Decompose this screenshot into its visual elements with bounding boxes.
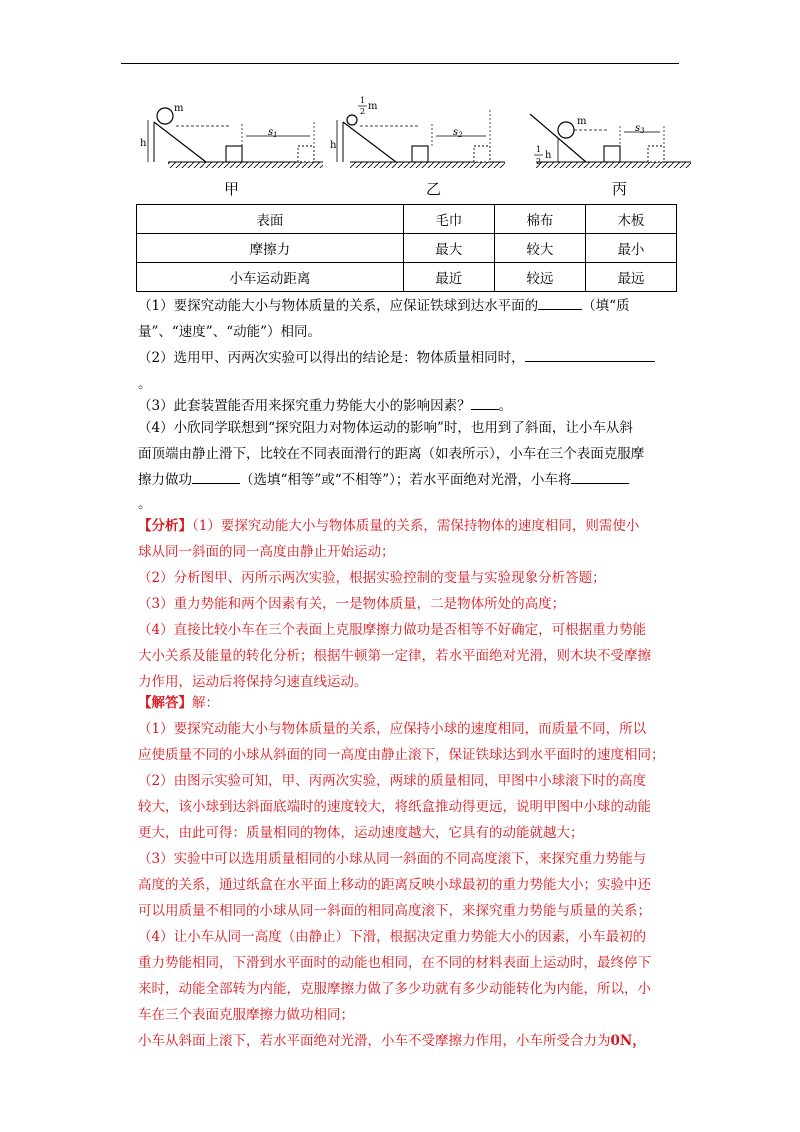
label-s3: s: [635, 123, 641, 134]
svg-text:s2: [453, 127, 463, 139]
table-cell: 木板: [585, 205, 676, 234]
label-m-yi-den: 2: [360, 107, 366, 116]
experiment-figure: [138, 92, 698, 182]
label-m-yi-num: 1: [360, 96, 366, 105]
question-1-line-2: 量”、“速度”、“动能”）相同。: [138, 324, 322, 340]
answer-blank: [525, 347, 655, 362]
question-4-line-3: [138, 467, 629, 493]
table-cell: 最小: [585, 234, 676, 263]
ball-yi: [347, 115, 357, 125]
label-s2: s: [453, 127, 459, 138]
answer-blank: [571, 469, 629, 484]
answer-line-4: 较大，该小球到达斜面底端时的速度较大，将纸盒推动得更远，说明甲图中小球的动能: [138, 799, 651, 815]
label-m-yi: m: [368, 101, 378, 112]
table-cell: 最近: [403, 263, 494, 292]
answer-tag: 【解答】: [138, 695, 192, 711]
question-text: （1）要探究动能大小与物体质量的关系，应保证铁球到达水平面的: [138, 298, 539, 314]
box-start-yi: [412, 146, 428, 162]
label-m-jia: m: [174, 103, 184, 114]
answer-line-6: （3）实验中可以选用质量相同的小球从同一斜面的不同高度滚下，来探究重力势能与: [138, 851, 647, 867]
table-cell: 棉布: [494, 205, 585, 234]
table-row: [137, 234, 677, 263]
table-cell: 小车运动距离: [137, 263, 404, 292]
answer-blank: [192, 469, 240, 484]
answer-line-5: 更大，由此可得：质量相同的物体，运动速度越大，它具有的动能就越大；: [138, 825, 584, 841]
table-row: [137, 263, 677, 292]
label-h-bing: h: [545, 150, 552, 161]
label-h-bing-num: 1: [536, 145, 542, 154]
analysis-line-6: 大小关系及能量的转化分析；根据牛顿第一定律，若水平面绝对光滑，则木块不受摩擦: [138, 648, 651, 664]
table-cell: 较大: [494, 234, 585, 263]
analysis-line-3: （2）分析图甲、丙所示两次实验，根据实验控制的变量与实验现象分析答题；: [138, 570, 606, 586]
ball-bing: [558, 122, 574, 138]
answer-line-7: 高度的关系，通过纸盒在水平面上移动的距离反映小球最初的重力势能大小；实验中还: [138, 877, 651, 893]
header-rule: [121, 63, 679, 64]
answer-text: 小车从斜面上滚下，若水平面绝对光滑，小车不受摩擦力作用，小车所受合力为: [138, 1033, 611, 1049]
answer-line-2: 应使质量不同的小球从斜面的同一高度由静止滚下，保证铁球达到水平面时的速度相同；: [138, 747, 665, 763]
table-cell: 最远: [585, 263, 676, 292]
question-text: （填“质: [582, 298, 630, 314]
analysis-line-4: （3）重力势能和两个因素有关，一是物体质量，二是物体所处的高度；: [138, 596, 566, 612]
analysis-tag: 【分析】: [138, 518, 192, 534]
label-h-bing-den: 2: [536, 157, 542, 166]
answer-line-1: （1）要探究动能大小与物体质量的关系，应保持小球的速度相同，而质量不同，所以: [138, 721, 647, 737]
caption-jia: 甲: [224, 180, 240, 198]
caption-bing: 丙: [612, 180, 628, 198]
setup-jia: [140, 103, 323, 168]
table-cell: 表面: [137, 205, 404, 234]
analysis-line-7: 力作用，运动后将保持匀速直线运动。: [138, 674, 368, 690]
answer-line-12: 车在三个表面克服摩擦力做功相同；: [138, 1007, 354, 1023]
answer-line-10: 重力势能相同，下滑到水平面时的动能也相同，在不同的材料表面上运动时，最终停下: [138, 955, 651, 971]
question-2-line-2: 。: [138, 376, 152, 392]
label-s1: s: [268, 127, 274, 138]
question-text: （3）此套装置能否用来探究重力势能大小的影响因素？: [138, 398, 471, 414]
answer-text: 解：: [192, 695, 219, 711]
setup-yi: [330, 96, 505, 168]
label-s3-sub: 3: [640, 127, 645, 135]
ball-jia: [157, 108, 173, 124]
label-h-jia: h: [140, 138, 147, 149]
question-4-line-2: 面顶端由静止滑下，比较在不同表面滑行的距离（如表所示），小车在三个表面克服摩: [138, 446, 645, 462]
analysis-line-2: 球从同一斜面的同一高度由静止开始运动；: [138, 544, 395, 560]
box-end-jia: [298, 146, 314, 162]
analysis-line-1: [138, 513, 639, 539]
answer-text: 0N，: [610, 1033, 646, 1049]
question-text: 。: [498, 398, 513, 414]
table-cell: 较远: [494, 263, 585, 292]
question-2-line-1: [138, 345, 655, 371]
label-s2-sub: 2: [458, 131, 463, 139]
answer-heading: [138, 690, 219, 716]
table-cell: 摩擦力: [137, 234, 404, 263]
question-text: （选填“相等”或“不相等”）；若水平面绝对光滑，小车将: [240, 472, 572, 488]
box-end-yi: [474, 146, 490, 162]
question-1-line-1: [138, 293, 630, 319]
answer-blank: [471, 395, 499, 410]
label-m-bing: m: [577, 116, 587, 127]
table-cell: 最大: [403, 234, 494, 263]
box-end-bing: [648, 146, 664, 162]
table-row: [137, 205, 677, 234]
question-4-line-4: 。: [138, 496, 152, 512]
label-h-yi: h: [330, 140, 337, 151]
question-text: 擦力做功: [138, 472, 192, 488]
box-start-jia: [226, 146, 242, 162]
analysis-line-5: （4）直接比较小车在三个表面上克服摩擦力做功是否相等不好确定，可根据重力势能: [138, 622, 647, 638]
answer-line-11: 来时，动能全部转为内能，克服摩擦力做了多少功就有多少动能转化为内能，所以，小: [138, 981, 651, 997]
table-cell: 毛巾: [403, 205, 494, 234]
question-4-line-1: （4）小欣同学联想到“探究阻力对物体运动的影响”时，也用到了斜面，让小车从斜: [138, 420, 633, 436]
friction-table: [136, 204, 677, 292]
question-text: （2）选用甲、丙两次实验可以得出的结论是：物体质量相同时，: [138, 350, 525, 366]
answer-blank: [538, 295, 582, 310]
box-start-bing: [604, 146, 620, 162]
answer-line-13: [138, 1028, 646, 1054]
analysis-text: （1）要探究动能大小与物体质量的关系，需保持物体的速度相同，则需使小: [192, 518, 640, 534]
label-s1-sub: 1: [273, 131, 278, 139]
svg-text:s1: [268, 127, 278, 139]
answer-line-8: 可以用质量不相同的小球从同一斜面的相同高度滚下，来探究重力势能与质量的关系；: [138, 903, 651, 919]
answer-line-3: （2）由图示实验可知，甲、丙两次实验，两球的质量相同，甲图中小球滚下时的高度: [138, 773, 647, 789]
caption-yi: 乙: [426, 180, 442, 198]
svg-text:s3: [635, 123, 645, 135]
setup-bing: [530, 114, 691, 168]
answer-line-9: （4）让小车从同一高度（由静止）下滑，根据决定重力势能大小的因素，小车最初的: [138, 929, 647, 945]
